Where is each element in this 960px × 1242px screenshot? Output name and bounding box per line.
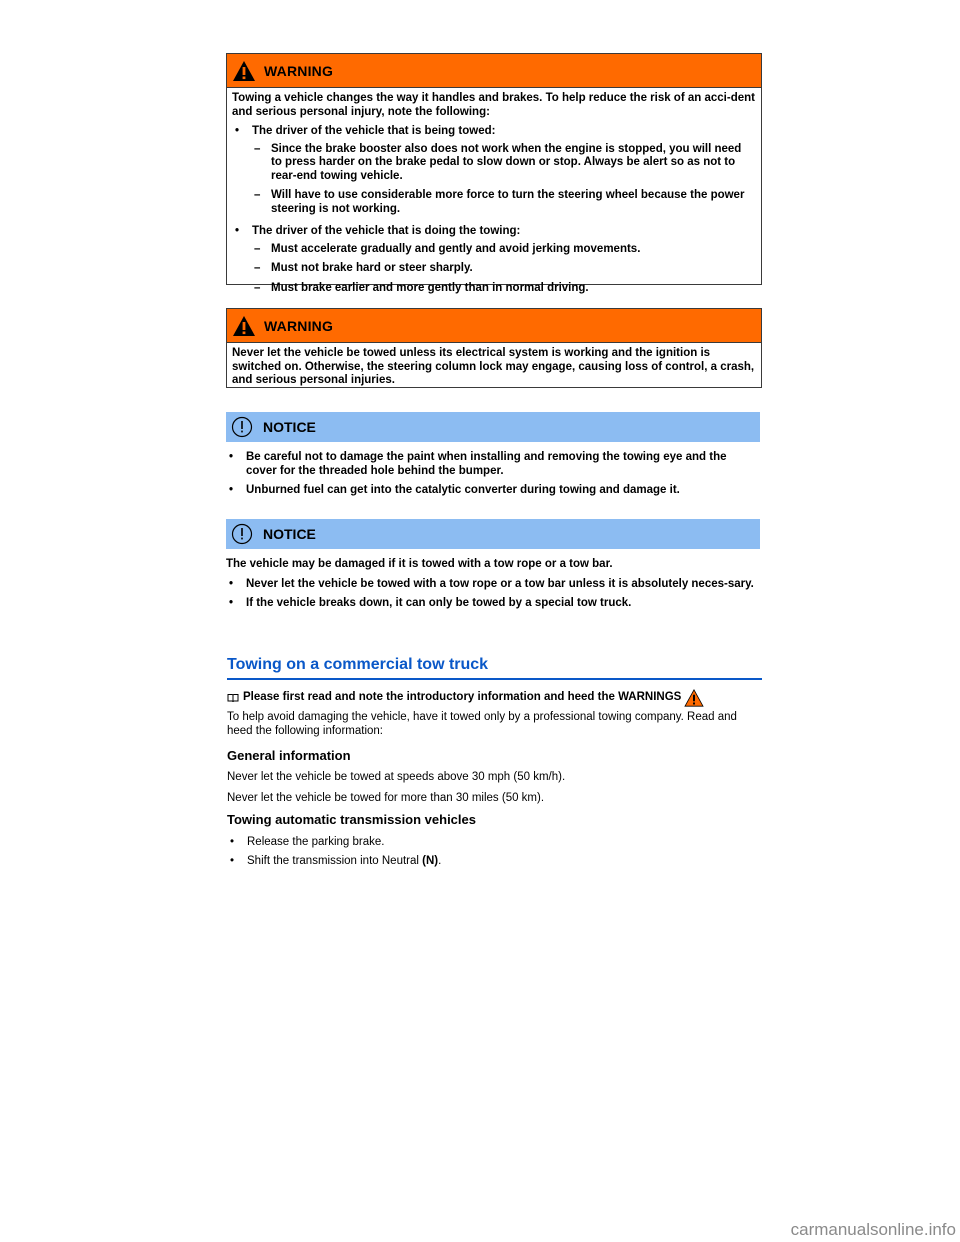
- bullet-text: Unburned fuel can get into the catalytic converter during towing and damage it.: [246, 484, 680, 496]
- list-item: [226, 484, 760, 498]
- dash-mark: –: [254, 142, 261, 155]
- warning-header: [227, 54, 761, 88]
- warning-title: WARNING: [264, 317, 334, 334]
- bullet-mark: •: [235, 125, 240, 137]
- bullet-mark: •: [230, 836, 235, 848]
- list-item: [252, 282, 755, 296]
- list-item: [252, 143, 755, 184]
- list-item: [252, 262, 755, 276]
- warning-header: [227, 309, 761, 343]
- notice-exclamation-icon: [231, 416, 253, 438]
- bullet-text: Be careful not to damage the paint when installing and removing the towing eye and the cover for the threaded hole behind the bumper.: [246, 451, 727, 477]
- warning-body: [227, 88, 761, 307]
- general-line: Never let the vehicle be towed for more than 30 miles (50 km).: [227, 792, 545, 804]
- warning-intro: Towing a vehicle changes the way it handles and brakes. To help reduce the risk of an acci-dent and serious personal injury, note the following:: [232, 92, 755, 118]
- warning-text: Never let the vehicle be towed unless its electrical system is working and the ignition is switched on. Otherwise, the steering column lock may engage, causing loss of control, a crash, and serious personal injuries.: [232, 347, 755, 386]
- bullet-text: The driver of the vehicle that is being towed:: [252, 125, 496, 137]
- bullet-text: Release the parking brake.: [247, 836, 385, 848]
- bullet-text: If the vehicle breaks down, it can only be towed by a special tow truck.: [246, 597, 632, 609]
- bullet-text: The driver of the vehicle that is doing the towing:: [252, 225, 521, 237]
- bullet-end: .: [438, 855, 442, 867]
- notice-title: NOTICE: [263, 419, 316, 435]
- bullet-mark: •: [229, 577, 234, 590]
- dash-mark: –: [254, 262, 261, 274]
- warning-triangle-icon: [232, 315, 256, 337]
- notice-header: [226, 412, 760, 442]
- bullet-mark: •: [229, 451, 234, 463]
- warning-title: WARNING: [264, 62, 334, 79]
- intro-reference: [227, 689, 762, 707]
- gear-position: (N): [422, 855, 439, 867]
- bullet-mark: •: [229, 597, 234, 609]
- bullet-mark: •: [235, 225, 240, 237]
- warning-box-electrical: [226, 308, 762, 388]
- footer-watermark: carmanualsonline.info: [790, 1220, 956, 1239]
- list-item: [232, 125, 755, 139]
- section-title: Towing on a commercial tow truck: [227, 656, 762, 680]
- list-item: [226, 451, 760, 478]
- list-item: [252, 243, 755, 257]
- bullet-text: Never let the vehicle be towed with a tow rope or a tow bar unless it is absolutely neces-sary.: [246, 577, 754, 590]
- notice-body: [226, 451, 760, 502]
- list-item: [227, 855, 762, 869]
- warning-triangle-icon[interactable]: [684, 689, 704, 707]
- sub-item-text: Must accelerate gradually and gently and avoid jerking movements.: [271, 242, 641, 255]
- book-icon: [227, 693, 239, 703]
- sub-item-text: Must brake earlier and more gently than in normal driving.: [271, 281, 589, 294]
- list-item: [227, 836, 762, 850]
- list-item: [232, 225, 755, 239]
- notice-header: [226, 519, 760, 549]
- list-item: [252, 189, 755, 216]
- bullet-mark: •: [229, 484, 234, 496]
- sub-item-text: Must not brake hard or steer sharply.: [271, 262, 473, 274]
- warning-body: [227, 343, 761, 400]
- notice-title: NOTICE: [263, 526, 316, 542]
- warning-triangle-icon: [232, 60, 256, 82]
- section-paragraph: To help avoid damaging the vehicle, have it towed only by a professional towing company. Read and heed the following information:: [227, 711, 737, 737]
- dash-mark: –: [254, 281, 261, 294]
- auto-transmission-heading: Towing automatic transmission vehicles: [227, 812, 476, 827]
- list-item: [226, 578, 760, 592]
- intro-text[interactable]: Please first read and note the introductory information and heed the WARNINGS: [243, 691, 682, 704]
- notice-exclamation-icon: [231, 523, 253, 545]
- bullet-mark: •: [230, 855, 235, 867]
- dash-mark: –: [254, 189, 261, 201]
- dash-mark: –: [254, 242, 261, 255]
- list-item: [226, 597, 760, 611]
- notice-body: [226, 558, 760, 615]
- bullet-text: Shift the transmission into Neutral: [247, 855, 423, 867]
- warning-box-towing: [226, 53, 762, 294]
- sub-item-text: Since the brake booster also does not work when the engine is stopped, you will need to press harder on the brake pedal to slow down or stop. Always be alert so as not to rear-end towing vehicle.: [271, 142, 742, 182]
- general-info-heading: General information: [227, 748, 351, 763]
- notice-intro: The vehicle may be damaged if it is towed with a tow rope or a tow bar.: [226, 558, 613, 570]
- sub-item-text: Will have to use considerable more force to turn the steering wheel because the power steering is not working.: [271, 189, 745, 215]
- general-line: Never let the vehicle be towed at speeds above 30 mph (50 km/h).: [227, 771, 566, 783]
